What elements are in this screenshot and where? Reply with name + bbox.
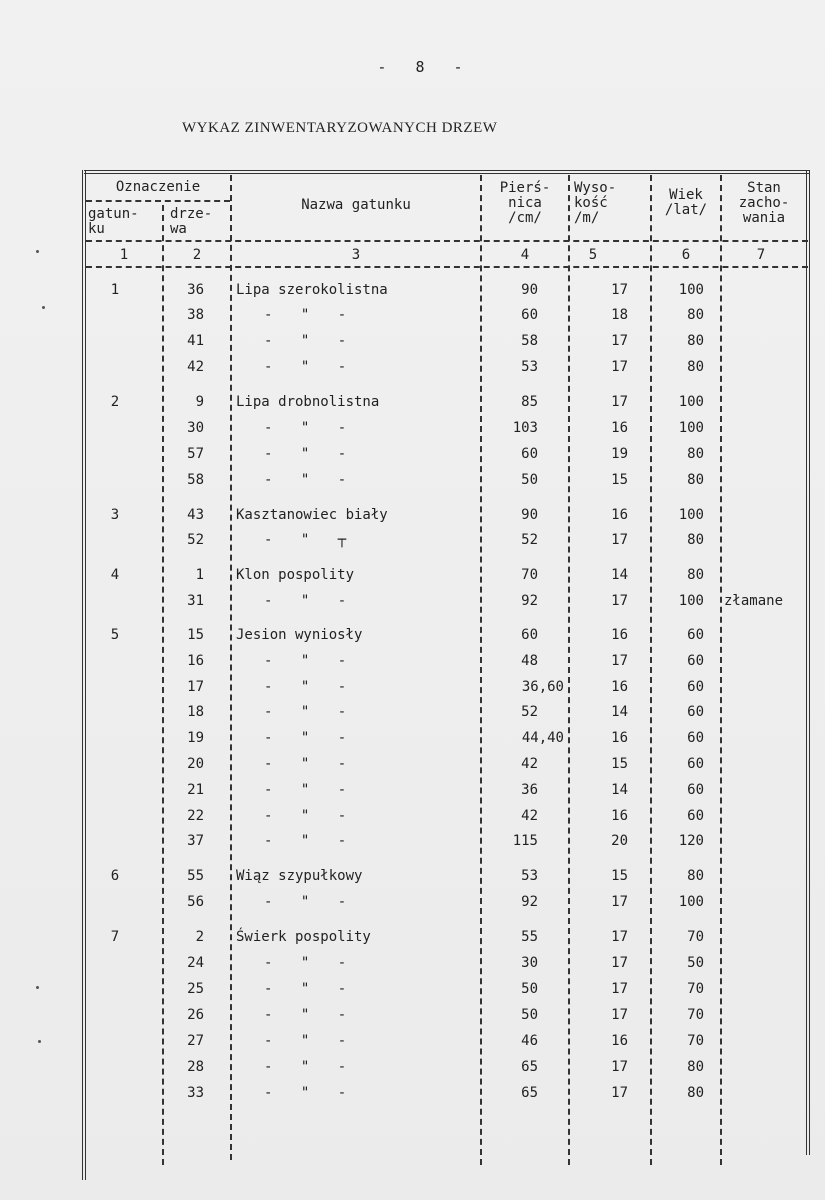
cell-tree-number: 25: [187, 981, 204, 997]
cell-age: 70: [687, 981, 704, 997]
margin-mark: [36, 250, 39, 253]
column-divider-6: [720, 175, 722, 1165]
cell-girth: 60: [521, 307, 538, 323]
cell-age: 100: [678, 394, 704, 410]
cell-tree-number: 36: [187, 282, 204, 298]
cell-age: 80: [687, 868, 704, 884]
header-species-name: Nazwa gatunku: [301, 197, 411, 213]
cell-girth: 50: [521, 981, 538, 997]
cell-girth: 60: [521, 446, 538, 462]
cell-girth: 42: [521, 808, 538, 824]
cell-height: 17: [611, 955, 628, 971]
column-number-5: 5: [588, 247, 598, 263]
cell-age: 80: [687, 446, 704, 462]
cell-tree-number: 55: [187, 868, 204, 884]
cell-age: 80: [687, 1085, 704, 1101]
cell-girth: 53: [521, 868, 538, 884]
cell-tree-number: 56: [187, 894, 204, 910]
cell-height: 19: [611, 446, 628, 462]
cell-species-name: - " -: [264, 593, 347, 609]
table-right-border: [806, 170, 810, 1155]
cell-age: 60: [687, 756, 704, 772]
cell-species-name: - " -: [264, 782, 347, 798]
cell-species-number: 5: [110, 627, 120, 643]
cell-species-name: - " -: [264, 756, 347, 772]
designation-underline: [86, 200, 230, 202]
cell-tree-number: 33: [187, 1085, 204, 1101]
cell-age: 80: [687, 472, 704, 488]
header-tree-number: drze- wa: [170, 206, 213, 237]
cell-age: 60: [687, 704, 704, 720]
cell-height: 16: [611, 1033, 628, 1049]
cell-age: 60: [687, 653, 704, 669]
cell-height: 14: [611, 567, 628, 583]
cell-age: 60: [687, 808, 704, 824]
cell-age: 100: [678, 593, 704, 609]
cell-height: 17: [611, 894, 628, 910]
cell-species-number: 6: [110, 868, 120, 884]
column-number-7: 7: [756, 247, 766, 263]
cell-age: 80: [687, 1059, 704, 1075]
cell-species-number: 3: [110, 507, 120, 523]
cell-height: 16: [611, 420, 628, 436]
cell-girth: 65: [521, 1059, 538, 1075]
cell-tree-number: 58: [187, 472, 204, 488]
header-designation: Oznaczenie: [115, 179, 201, 195]
cell-tree-number: 15: [187, 627, 204, 643]
cell-height: 15: [611, 472, 628, 488]
cell-species-number: 4: [110, 567, 120, 583]
cell-girth: 65: [521, 1085, 538, 1101]
cell-girth: 52: [521, 532, 538, 548]
cell-height: 16: [611, 679, 628, 695]
cell-girth: 48: [521, 653, 538, 669]
header-species-number: gatun- ku: [88, 206, 139, 237]
cell-girth: 42: [521, 756, 538, 772]
header-bottom-rule: [86, 240, 808, 242]
cell-age: 60: [687, 730, 704, 746]
cell-height: 17: [611, 394, 628, 410]
column-number-2: 2: [192, 247, 202, 263]
margin-mark: [36, 986, 39, 989]
cell-age: 100: [678, 420, 704, 436]
cell-tree-number: 57: [187, 446, 204, 462]
cell-species-name: - " -: [264, 1033, 347, 1049]
cell-age: 80: [687, 567, 704, 583]
cell-tree-number: 52: [187, 532, 204, 548]
column-number-6: 6: [681, 247, 691, 263]
column-number-4: 4: [520, 247, 530, 263]
cell-height: 17: [611, 333, 628, 349]
cell-tree-number: 24: [187, 955, 204, 971]
cell-girth: 53: [521, 359, 538, 375]
cell-tree-number: 41: [187, 333, 204, 349]
header-girth: Pierś- nica /cm/: [499, 180, 551, 226]
cell-species-name: - " ┬: [264, 532, 347, 548]
cell-tree-number: 43: [187, 507, 204, 523]
cell-species-name: Jesion wyniosły: [236, 627, 363, 643]
cell-height: 17: [611, 1085, 628, 1101]
cell-height: 15: [611, 756, 628, 772]
cell-species-name: Lipa szerokolistna: [236, 282, 388, 298]
cell-species-name: Świerk pospolity: [236, 929, 371, 945]
cell-girth: 36,60: [521, 679, 564, 695]
cell-age: 70: [687, 1007, 704, 1023]
cell-girth: 92: [521, 593, 538, 609]
cell-species-name: - " -: [264, 446, 347, 462]
cell-age: 60: [687, 627, 704, 643]
cell-tree-number: 30: [187, 420, 204, 436]
header-condition: Stan zacho- wania: [738, 180, 790, 226]
cell-girth: 30: [521, 955, 538, 971]
cell-girth: 52: [521, 704, 538, 720]
cell-species-name: - " -: [264, 955, 347, 971]
cell-height: 16: [611, 507, 628, 523]
cell-tree-number: 21: [187, 782, 204, 798]
cell-tree-number: 16: [187, 653, 204, 669]
cell-girth: 36: [521, 782, 538, 798]
cell-tree-number: 22: [187, 808, 204, 824]
page-number: - 8 -: [377, 58, 473, 76]
table-top-border: [84, 170, 810, 174]
header-age: Wiek /lat/: [664, 187, 708, 218]
cell-age: 80: [687, 359, 704, 375]
cell-height: 14: [611, 704, 628, 720]
cell-height: 17: [611, 981, 628, 997]
cell-height: 17: [611, 593, 628, 609]
cell-height: 17: [611, 282, 628, 298]
cell-species-name: - " -: [264, 653, 347, 669]
cell-height: 17: [611, 359, 628, 375]
cell-height: 17: [611, 1059, 628, 1075]
cell-tree-number: 20: [187, 756, 204, 772]
cell-girth: 103: [512, 420, 538, 436]
column-numbers-rule: [86, 266, 808, 268]
cell-tree-number: 27: [187, 1033, 204, 1049]
cell-age: 70: [687, 1033, 704, 1049]
cell-age: 100: [678, 507, 704, 523]
cell-age: 80: [687, 532, 704, 548]
cell-species-name: - " -: [264, 704, 347, 720]
cell-species-number: 1: [110, 282, 120, 298]
cell-height: 15: [611, 868, 628, 884]
cell-species-name: - " -: [264, 307, 347, 323]
cell-height: 17: [611, 532, 628, 548]
column-number-3: 3: [351, 247, 361, 263]
cell-height: 14: [611, 782, 628, 798]
cell-species-name: - " -: [264, 359, 347, 375]
cell-height: 17: [611, 929, 628, 945]
cell-tree-number: 42: [187, 359, 204, 375]
cell-species-name: - " -: [264, 833, 347, 849]
cell-tree-number: 1: [195, 567, 204, 583]
cell-girth: 46: [521, 1033, 538, 1049]
cell-tree-number: 17: [187, 679, 204, 695]
cell-species-name: - " -: [264, 1007, 347, 1023]
cell-height: 17: [611, 653, 628, 669]
cell-age: 100: [678, 894, 704, 910]
cell-species-name: - " -: [264, 333, 347, 349]
cell-age: 50: [687, 955, 704, 971]
cell-girth: 50: [521, 1007, 538, 1023]
cell-species-number: 2: [110, 394, 120, 410]
cell-age: 60: [687, 679, 704, 695]
cell-girth: 50: [521, 472, 538, 488]
cell-age: 80: [687, 307, 704, 323]
cell-species-name: - " -: [264, 420, 347, 436]
margin-mark: [38, 1040, 41, 1043]
cell-girth: 92: [521, 894, 538, 910]
cell-condition: złamane: [724, 593, 784, 609]
cell-girth: 44,40: [521, 730, 564, 746]
cell-tree-number: 19: [187, 730, 204, 746]
cell-age: 80: [687, 333, 704, 349]
cell-age: 100: [678, 282, 704, 298]
cell-girth: 90: [521, 282, 538, 298]
cell-girth: 115: [512, 833, 538, 849]
cell-age: 120: [678, 833, 704, 849]
cell-tree-number: 38: [187, 307, 204, 323]
cell-species-name: - " -: [264, 730, 347, 746]
cell-species-name: Klon pospolity: [236, 567, 355, 583]
document-title: WYKAZ ZINWENTARYZOWANYCH DRZEW: [182, 120, 498, 136]
cell-girth: 58: [521, 333, 538, 349]
cell-species-name: - " -: [264, 894, 347, 910]
cell-species-name: - " -: [264, 981, 347, 997]
cell-girth: 90: [521, 507, 538, 523]
cell-age: 60: [687, 782, 704, 798]
cell-girth: 70: [521, 567, 538, 583]
cell-species-number: 7: [110, 929, 120, 945]
cell-species-name: - " -: [264, 472, 347, 488]
cell-height: 20: [611, 833, 628, 849]
column-number-1: 1: [119, 247, 129, 263]
cell-tree-number: 18: [187, 704, 204, 720]
cell-girth: 85: [521, 394, 538, 410]
cell-tree-number: 37: [187, 833, 204, 849]
cell-height: 16: [611, 808, 628, 824]
cell-age: 70: [687, 929, 704, 945]
column-divider-2: [230, 175, 232, 1160]
cell-girth: 55: [521, 929, 538, 945]
cell-tree-number: 31: [187, 593, 204, 609]
cell-species-name: - " -: [264, 1085, 347, 1101]
cell-species-name: - " -: [264, 679, 347, 695]
cell-height: 16: [611, 730, 628, 746]
cell-height: 17: [611, 1007, 628, 1023]
cell-species-name: - " -: [264, 1059, 347, 1075]
table-left-border: [82, 170, 86, 1180]
cell-tree-number: 26: [187, 1007, 204, 1023]
header-height: Wyso- kość /m/: [574, 180, 617, 226]
cell-height: 16: [611, 627, 628, 643]
cell-girth: 60: [521, 627, 538, 643]
cell-species-name: Wiąz szypułkowy: [236, 868, 363, 884]
cell-tree-number: 9: [195, 394, 204, 410]
cell-tree-number: 28: [187, 1059, 204, 1075]
cell-tree-number: 2: [195, 929, 204, 945]
cell-height: 18: [611, 307, 628, 323]
cell-species-name: - " -: [264, 808, 347, 824]
margin-mark: [42, 306, 45, 309]
cell-species-name: Lipa drobnolistna: [236, 394, 380, 410]
cell-species-name: Kasztanowiec biały: [236, 507, 388, 523]
